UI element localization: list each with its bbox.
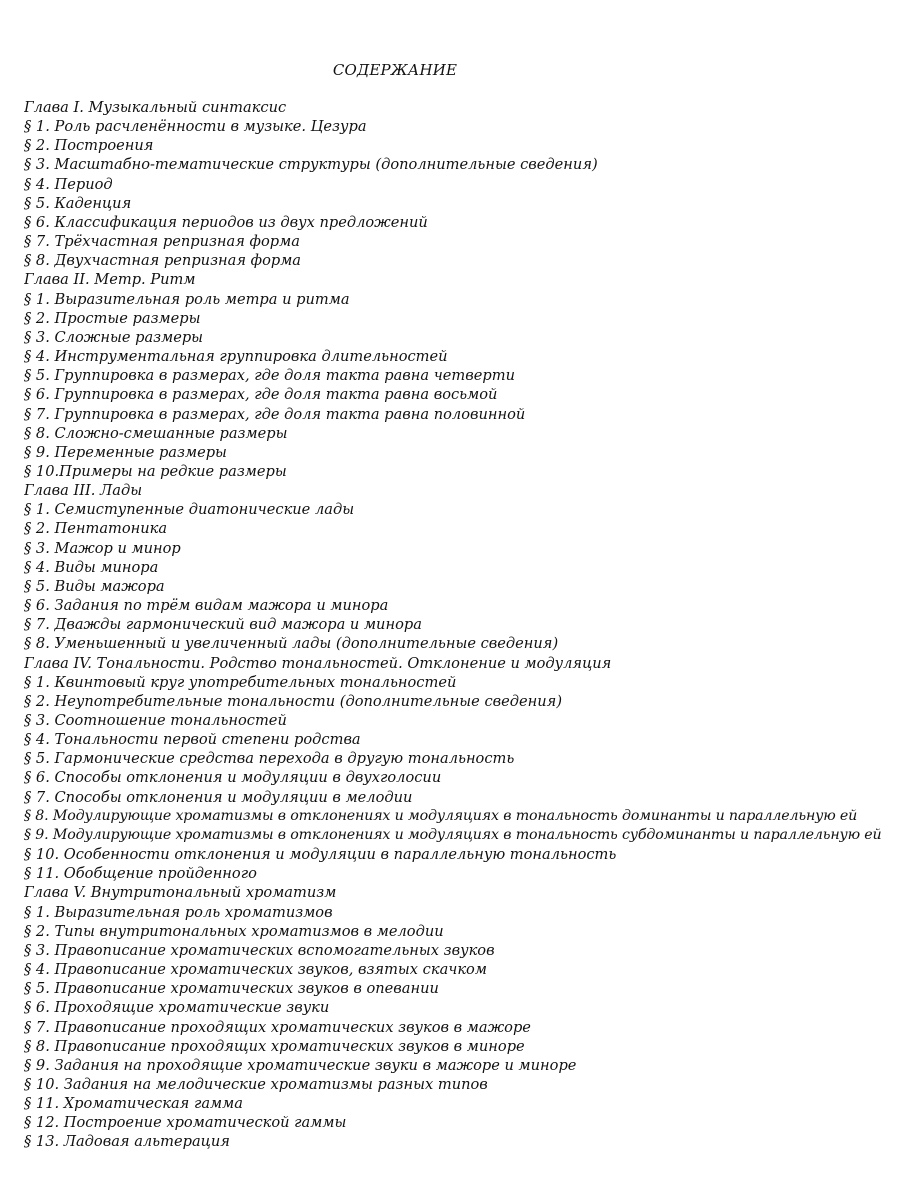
toc-item: § 5. Гармонические средства перехода в другую тональность (24, 750, 515, 768)
toc-item: § 8. Двухчастная репризная форма (24, 252, 302, 270)
toc-item: § 1. Роль расчленённости в музыке. Цезура (24, 118, 367, 136)
chapter-heading: Глава III. Лады (24, 482, 143, 500)
toc-item: § 1. Квинтовый круг употребительных тональностей (24, 673, 457, 691)
toc-item: § 9. Задания на проходящие хроматические звуки в мажоре и миноре (24, 1056, 577, 1074)
toc-item: § 2. Неупотребительные тональности (дополнительные сведения) (24, 692, 563, 710)
toc-item: § 2. Пентатоника (24, 520, 168, 538)
toc-item: § 6. Способы отклонения и модуляции в двухголосии (24, 769, 442, 787)
toc-item: § 7. Трёхчастная репризная форма (24, 233, 300, 251)
toc-item: § 5. Группировка в размерах, где доля такта равна четверти (24, 367, 515, 385)
toc-item: § 10. Задания на мелодические хроматизмы разных типов (24, 1075, 488, 1093)
toc-item: § 7. Правописание проходящих хроматических звуков в мажоре (24, 1018, 531, 1036)
toc-item: § 8. Правописание проходящих хроматических звуков в миноре (24, 1037, 525, 1055)
toc-item: § 6. Проходящие хроматические звуки (24, 999, 330, 1017)
toc-item: § 1. Выразительная роль метра и ритма (24, 290, 350, 308)
toc-item: § 5. Правописание хроматических звуков в опевании (24, 980, 439, 998)
chapter-heading: Глава I. Музыкальный синтаксис (24, 99, 287, 116)
toc-item: § 3. Правописание хроматических вспомогательных звуков (24, 941, 495, 959)
toc-item: § 4. Виды минора (24, 558, 159, 576)
toc-item: § 1. Выразительная роль хроматизмов (24, 903, 333, 921)
toc-item: § 3. Масштабно-тематические структуры (дополнительные сведения) (24, 156, 598, 174)
toc-item: § 4. Инструментальная группировка длительностей (24, 348, 448, 366)
toc-item: § 10. Особенности отклонения и модуляции в параллельную тональность (24, 846, 617, 864)
toc-item: § 2. Построения (24, 137, 154, 155)
table-of-contents (24, 98, 898, 1152)
toc-item: § 6. Классификация периодов из двух предложений (24, 213, 428, 231)
toc-item: § 3. Сложные размеры (24, 328, 204, 346)
toc-item: § 9. Модулирующие хроматизмы в отклонениях и модуляциях в тональность субдоминанты и параллельную ей (24, 826, 882, 843)
toc-item: § 8. Сложно-смешанные размеры (24, 424, 288, 442)
toc-item: § 13. Ладовая альтерация (24, 1133, 230, 1151)
toc-item: § 6. Задания по трём видам мажора и минора (24, 597, 389, 615)
toc-item: § 8. Уменьшенный и увеличенный лады (дополнительные сведения) (24, 635, 559, 653)
toc-item: § 5. Виды мажора (24, 577, 165, 595)
toc-item: § 9. Переменные размеры (24, 443, 227, 461)
toc-item: § 3. Мажор и минор (24, 539, 181, 557)
toc-item: § 10.Примеры на редкие размеры (24, 462, 287, 480)
toc-item: § 7. Группировка в размерах, где доля такта равна половинной (24, 405, 526, 423)
toc-item: § 5. Каденция (24, 194, 132, 212)
toc-item: § 3. Соотношение тональностей (24, 712, 287, 729)
page-title: СОДЕРЖАНИЕ (332, 61, 458, 79)
toc-item: § 1. Семиступенные диатонические лады (24, 501, 355, 519)
toc-item: § 6. Группировка в размерах, где доля такта равна восьмой (24, 386, 498, 404)
chapter-heading: Глава V. Внутритональный хроматизм (24, 884, 337, 902)
chapter-heading: Глава IV. Тональности. Родство тональностей. Отклонение и модуляция (24, 654, 612, 672)
toc-item: § 8. Модулирующие хроматизмы в отклонениях и модуляциях в тональность доминанты и параллельную ей (24, 807, 858, 824)
toc-item: § 2. Типы внутритональных хроматизмов в мелодии (24, 922, 444, 940)
toc-item: § 11. Обобщение пройденного (24, 865, 257, 883)
toc-item: § 4. Период (24, 175, 113, 193)
toc-item: § 7. Способы отклонения и модуляции в мелодии (24, 788, 413, 806)
toc-item: § 2. Простые размеры (24, 309, 201, 327)
toc-item: § 12. Построение хроматической гаммы (24, 1114, 347, 1132)
toc-item: § 7. Дважды гармонический вид мажора и минора (24, 616, 422, 634)
toc-item: § 4. Тональности первой степени родства (24, 731, 361, 749)
toc-item: § 11. Хроматическая гамма (24, 1095, 243, 1113)
toc-item: § 4. Правописание хроматических звуков, взятых скачком (24, 961, 487, 979)
chapter-heading: Глава II. Метр. Ритм (24, 271, 196, 289)
